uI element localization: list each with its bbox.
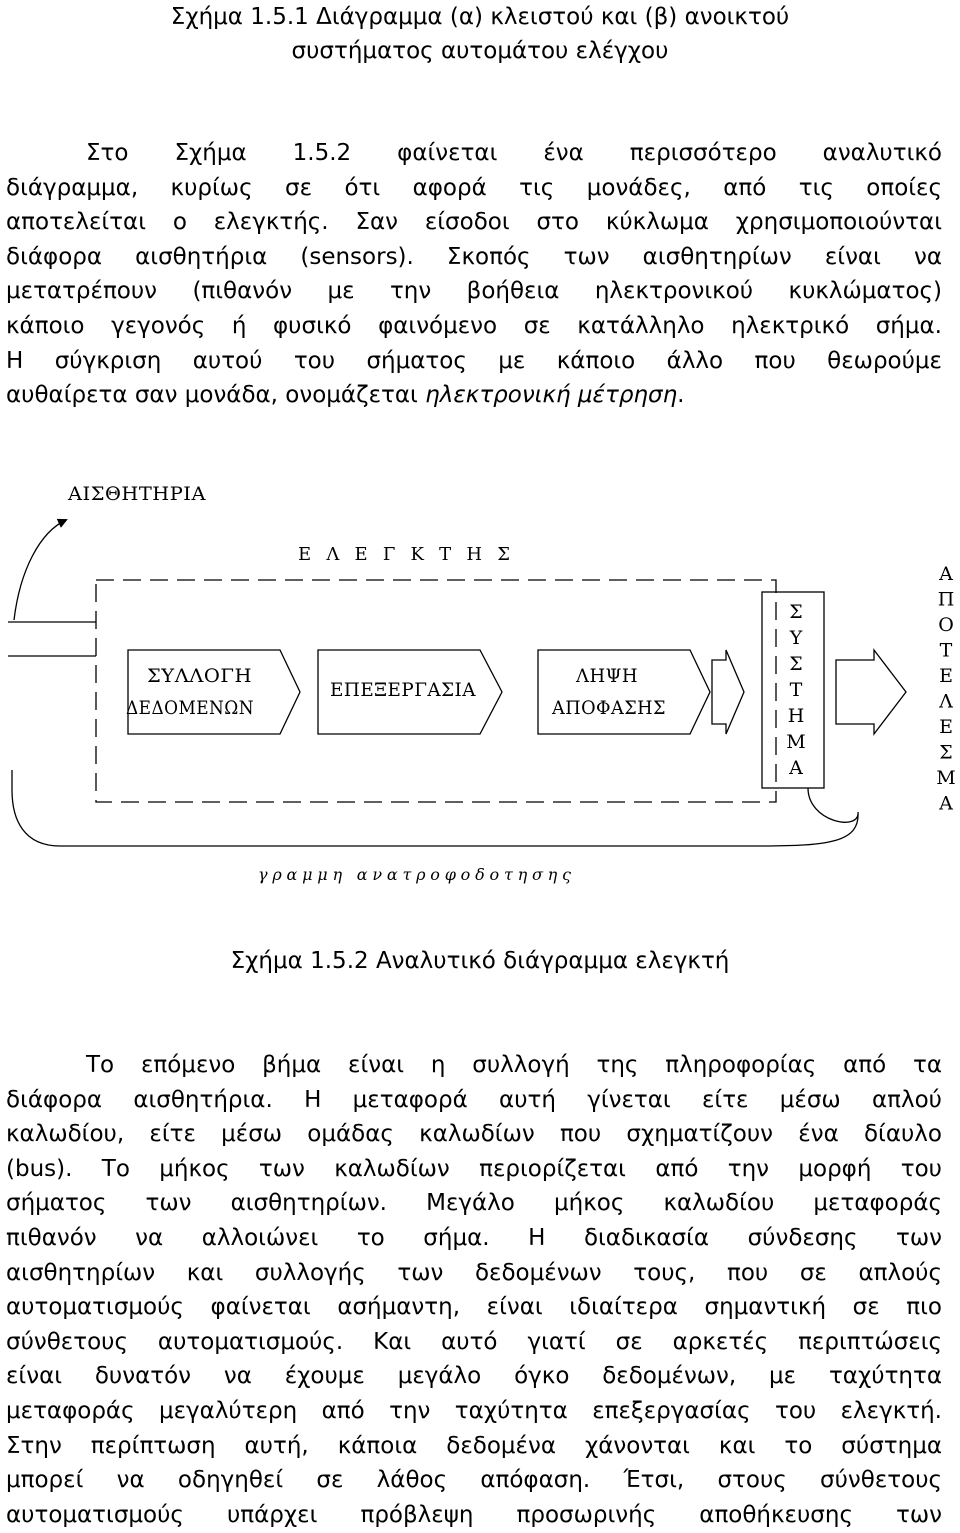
data-collection-label-2: ΔΕΔΟΜΕΝΩΝ xyxy=(126,697,254,719)
paragraph-line: αισθητηρίων και συλλογής των δεδομένων τους, που σε απλούς xyxy=(6,1259,942,1286)
paragraph-line: μεταφοράς μεγαλύτερη από την ταχύτητα επεξεργασίας του ελεγκτή. xyxy=(6,1397,942,1424)
paragraph-text: αυθαίρετα σαν μονάδα, ονομάζεται xyxy=(6,382,426,409)
decision-block xyxy=(538,650,710,734)
vertical-letter: Σ xyxy=(789,653,803,675)
paragraph-line: μετατρέπουν (πιθανόν με την βοήθεια ηλεκτρονικού κυκλώματος) xyxy=(6,278,942,305)
vertical-letter: Σ xyxy=(789,601,803,623)
paragraph-line: Στο Σχήμα 1.5.2 φαίνεται ένα περισσότερο αναλυτικό xyxy=(86,140,942,166)
paragraph-line: μπορεί να οδηγηθεί σε λάθος απόφαση. Έτσι, στους σύνθετους xyxy=(6,1467,942,1494)
data-collection-label-1: ΣΥΛΛΟΓΗ xyxy=(147,665,252,687)
vertical-letter: Τ xyxy=(939,639,953,662)
paragraph-line: σήματος των αισθητηρίων. Μεγάλο μήκος καλωδίου μεταφοράς xyxy=(6,1190,942,1217)
vertical-letter: Η xyxy=(787,705,805,727)
feedback-line-label: γραμμη ανατροφοδοτησης xyxy=(258,865,574,884)
vertical-letter: Μ xyxy=(786,731,806,753)
paragraph-line: αποτελείται ο ελεγκτής. Σαν είσοδοι στο κύκλωμα χρησιμοποιούνται xyxy=(6,209,942,236)
controller-label: Ε Λ Ε Γ Κ Τ Η Σ xyxy=(298,544,510,565)
paragraph-line: αυτοματισμούς υπάρχει πρόβλεψη προσωρινής αποθήκευσης των xyxy=(6,1501,942,1528)
vertical-letter: Σ xyxy=(939,741,953,764)
vertical-letter: Α xyxy=(789,757,803,779)
paragraph-line: Το επόμενο βήμα είναι η συλλογή της πληροφορίας από τα xyxy=(86,1052,942,1078)
feedback-loop xyxy=(12,770,858,846)
vertical-letter: Π xyxy=(937,588,955,611)
decision-label-1: ΛΗΨΗ xyxy=(575,665,638,687)
processing-label: ΕΠΕΞΕΡΓΑΣΙΑ xyxy=(330,679,476,701)
result-arrow xyxy=(836,650,906,734)
electronic-measurement-term: ηλεκτρονική μέτρηση xyxy=(425,382,678,409)
sensor-input-arrow xyxy=(14,520,66,620)
vertical-letter: Ε xyxy=(939,716,953,738)
paragraph-line: (bus). Το μήκος των καλωδίων περιορίζεται από την μορφή του xyxy=(6,1155,942,1182)
paragraph-1 xyxy=(6,136,942,413)
paragraph-line: πιθανόν να αλλοιώνει το σήμα. Η διαδικασία σύνδεσης των xyxy=(6,1224,942,1251)
decision-label-2: ΑΠΟΦΑΣΗΣ xyxy=(551,697,666,719)
data-collection-block xyxy=(128,650,300,734)
paragraph-text: . xyxy=(677,382,685,409)
figure-caption-2: Σχήμα 1.5.2 Αναλυτικό διάγραμμα ελεγκτή xyxy=(230,948,730,974)
figure-caption-1-line-2: συστήματος αυτομάτου ελέγχου xyxy=(291,38,669,64)
controller-diagram xyxy=(0,470,960,900)
result-vertical-label xyxy=(936,563,955,815)
system-vertical-label xyxy=(786,601,805,779)
paragraph-line: σύνθετους αυτοματισμούς. Και αυτό γιατί σε αρκετές περιπτώσεις xyxy=(6,1328,942,1355)
paragraph-last-line xyxy=(6,378,942,413)
vertical-letter: Λ xyxy=(939,690,953,713)
paragraph-2 xyxy=(6,1048,942,1532)
paragraph-line: είναι δυνατόν να έχουμε μεγάλο όγκο δεδομένων, με ταχύτητα xyxy=(6,1363,942,1390)
output-arrow xyxy=(712,650,744,734)
vertical-letter: Ε xyxy=(939,665,953,687)
figure-caption-1-line-1: Σχήμα 1.5.1 Διάγραμμα (α) κλειστού και (β) ανοικτού xyxy=(170,4,790,30)
vertical-letter: Ο xyxy=(938,614,954,636)
vertical-letter: Μ xyxy=(936,767,956,789)
paragraph-line: διάφορα αισθητήρια. Η μεταφορά αυτή γίνεται είτε μέσω απλού xyxy=(6,1086,942,1113)
paragraph-line: αυτοματισμούς φαίνεται ασήμαντη, είναι ιδιαίτερα σημαντική σε πιο xyxy=(6,1294,942,1321)
paragraph-line: διάφορα αισθητήρια (sensors). Σκοπός των αισθητηρίων είναι να xyxy=(6,243,942,270)
paragraph-line: διάγραμμα, κυρίως σε ότι αφορά τις μονάδες, από τις οποίες xyxy=(6,174,942,201)
vertical-letter: Α xyxy=(939,563,953,585)
paragraph-line: Στην περίπτωση αυτή, κάποια δεδομένα χάνονται και το σύστημα xyxy=(6,1432,942,1459)
paragraph-line: Η σύγκριση αυτού του σήματος με κάποιο άλλο που θεωρούμε xyxy=(6,347,942,374)
vertical-letter: Α xyxy=(939,792,953,815)
vertical-letter: Τ xyxy=(789,679,803,701)
paragraph-line: κάποιο γεγονός ή φυσικό φαινόμενο σε κατάλληλο ηλεκτρικό σήμα. xyxy=(6,312,942,339)
paragraph-line: καλωδίου, είτε μέσω ομάδας καλωδίων που σχηματίζουν ένα δίαυλο xyxy=(6,1121,942,1148)
sensors-label: ΑΙΣΘΗΤΗΡΙΑ xyxy=(66,483,207,505)
vertical-letter: Υ xyxy=(789,627,803,649)
